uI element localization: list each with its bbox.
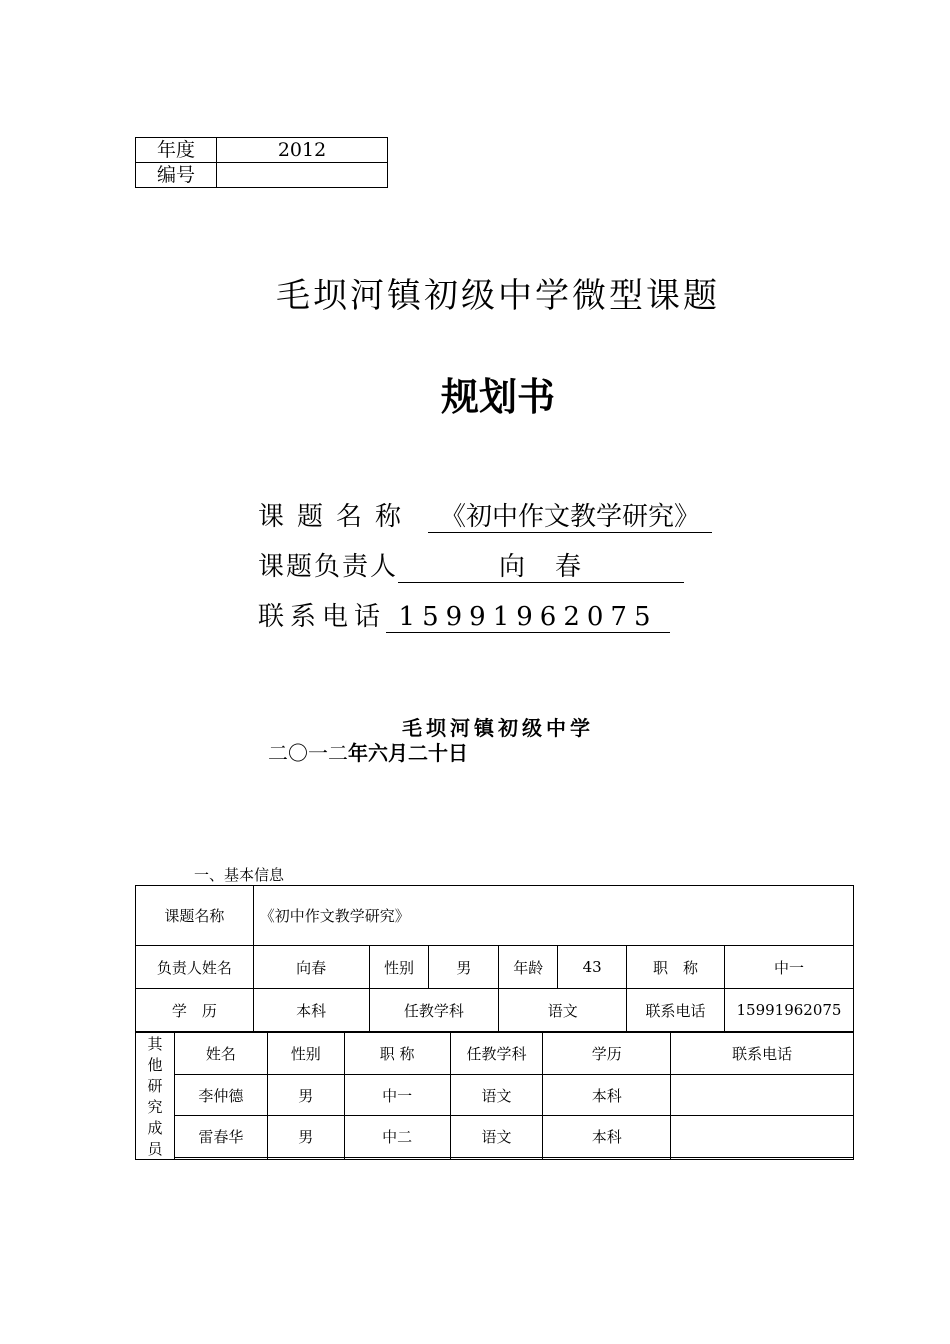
edu-cell-label: 学 历 [136, 989, 254, 1032]
leader-label: 课题负责人 [258, 552, 399, 582]
phone-value: 15991962075 [386, 603, 670, 633]
age-cell-label: 年龄 [499, 946, 558, 989]
title-cell-value: 中一 [724, 946, 853, 989]
member-name: 李仲德 [174, 1074, 267, 1116]
members-group-char: 员 [147, 1140, 163, 1158]
member-phone [671, 1074, 854, 1116]
members-header: 任教学科 [450, 1033, 543, 1075]
members-group-char: 研 [147, 1077, 163, 1095]
subject-cell-value: 语文 [499, 989, 627, 1032]
phone-field [258, 596, 670, 633]
gender-cell-value: 男 [429, 946, 499, 989]
number-label: 编号 [136, 163, 217, 188]
member-edu [543, 1158, 671, 1160]
members-header: 联系电话 [671, 1033, 854, 1075]
member-subject: 语文 [450, 1116, 543, 1158]
member-title: 中二 [344, 1116, 450, 1158]
members-group-label [136, 1033, 175, 1160]
members-header: 学历 [543, 1033, 671, 1075]
members-group-char: 成 [147, 1119, 163, 1137]
members-header: 职 称 [344, 1033, 450, 1075]
leader-value: 向 春 [398, 553, 684, 583]
school-name: 毛坝河镇初级中学 [402, 716, 594, 740]
leader-field [258, 546, 684, 583]
topic-field [258, 496, 712, 533]
table-row [136, 1158, 854, 1160]
subject-cell-label: 任教学科 [369, 989, 499, 1032]
members-table [135, 1032, 854, 1160]
phone-cell-label: 联系电话 [627, 989, 725, 1032]
meta-table [135, 137, 388, 188]
gender-cell-label: 性别 [369, 946, 429, 989]
member-name: 雷春华 [174, 1116, 267, 1158]
edu-cell-value: 本科 [253, 989, 369, 1032]
leader-cell-label: 负责人姓名 [136, 946, 254, 989]
title-cell-label: 职 称 [627, 946, 725, 989]
member-subject [450, 1158, 543, 1160]
member-gender [267, 1158, 344, 1160]
leader-cell-value: 向春 [253, 946, 369, 989]
member-name [174, 1158, 267, 1160]
date-bold: 年六月二十日 [348, 741, 468, 765]
member-edu: 本科 [543, 1074, 671, 1116]
table-row [136, 1074, 854, 1116]
age-cell-value: 43 [558, 946, 627, 989]
date-plain: 二〇一二 [268, 741, 348, 765]
member-title: 中一 [344, 1074, 450, 1116]
member-edu: 本科 [543, 1116, 671, 1158]
members-header: 姓名 [174, 1033, 267, 1075]
member-title [344, 1158, 450, 1160]
table-row [136, 1116, 854, 1158]
member-gender: 男 [267, 1116, 344, 1158]
document-subtitle: 规划书 [440, 375, 555, 419]
member-gender: 男 [267, 1074, 344, 1116]
member-phone [671, 1116, 854, 1158]
year-value: 2012 [217, 138, 388, 163]
topic-cell-value: 《初中作文教学研究》 [253, 886, 853, 946]
members-group-char: 其 [147, 1035, 163, 1053]
basic-info-table [135, 885, 854, 1032]
number-value [217, 163, 388, 188]
topic-value: 《初中作文教学研究》 [428, 503, 712, 533]
phone-label: 联系电话 [258, 602, 387, 632]
topic-label: 课题名称 [258, 502, 415, 532]
phone-cell-value: 15991962075 [724, 989, 853, 1032]
member-phone [671, 1158, 854, 1160]
topic-cell-label: 课题名称 [136, 886, 254, 946]
member-subject: 语文 [450, 1074, 543, 1116]
members-group-char: 究 [147, 1098, 163, 1116]
date [268, 737, 468, 766]
section-heading: 一、基本信息 [194, 866, 285, 884]
members-group-char: 他 [147, 1056, 163, 1074]
members-header: 性别 [267, 1033, 344, 1075]
document-title: 毛坝河镇初级中学微型课题 [276, 276, 720, 316]
year-label: 年度 [136, 138, 217, 163]
